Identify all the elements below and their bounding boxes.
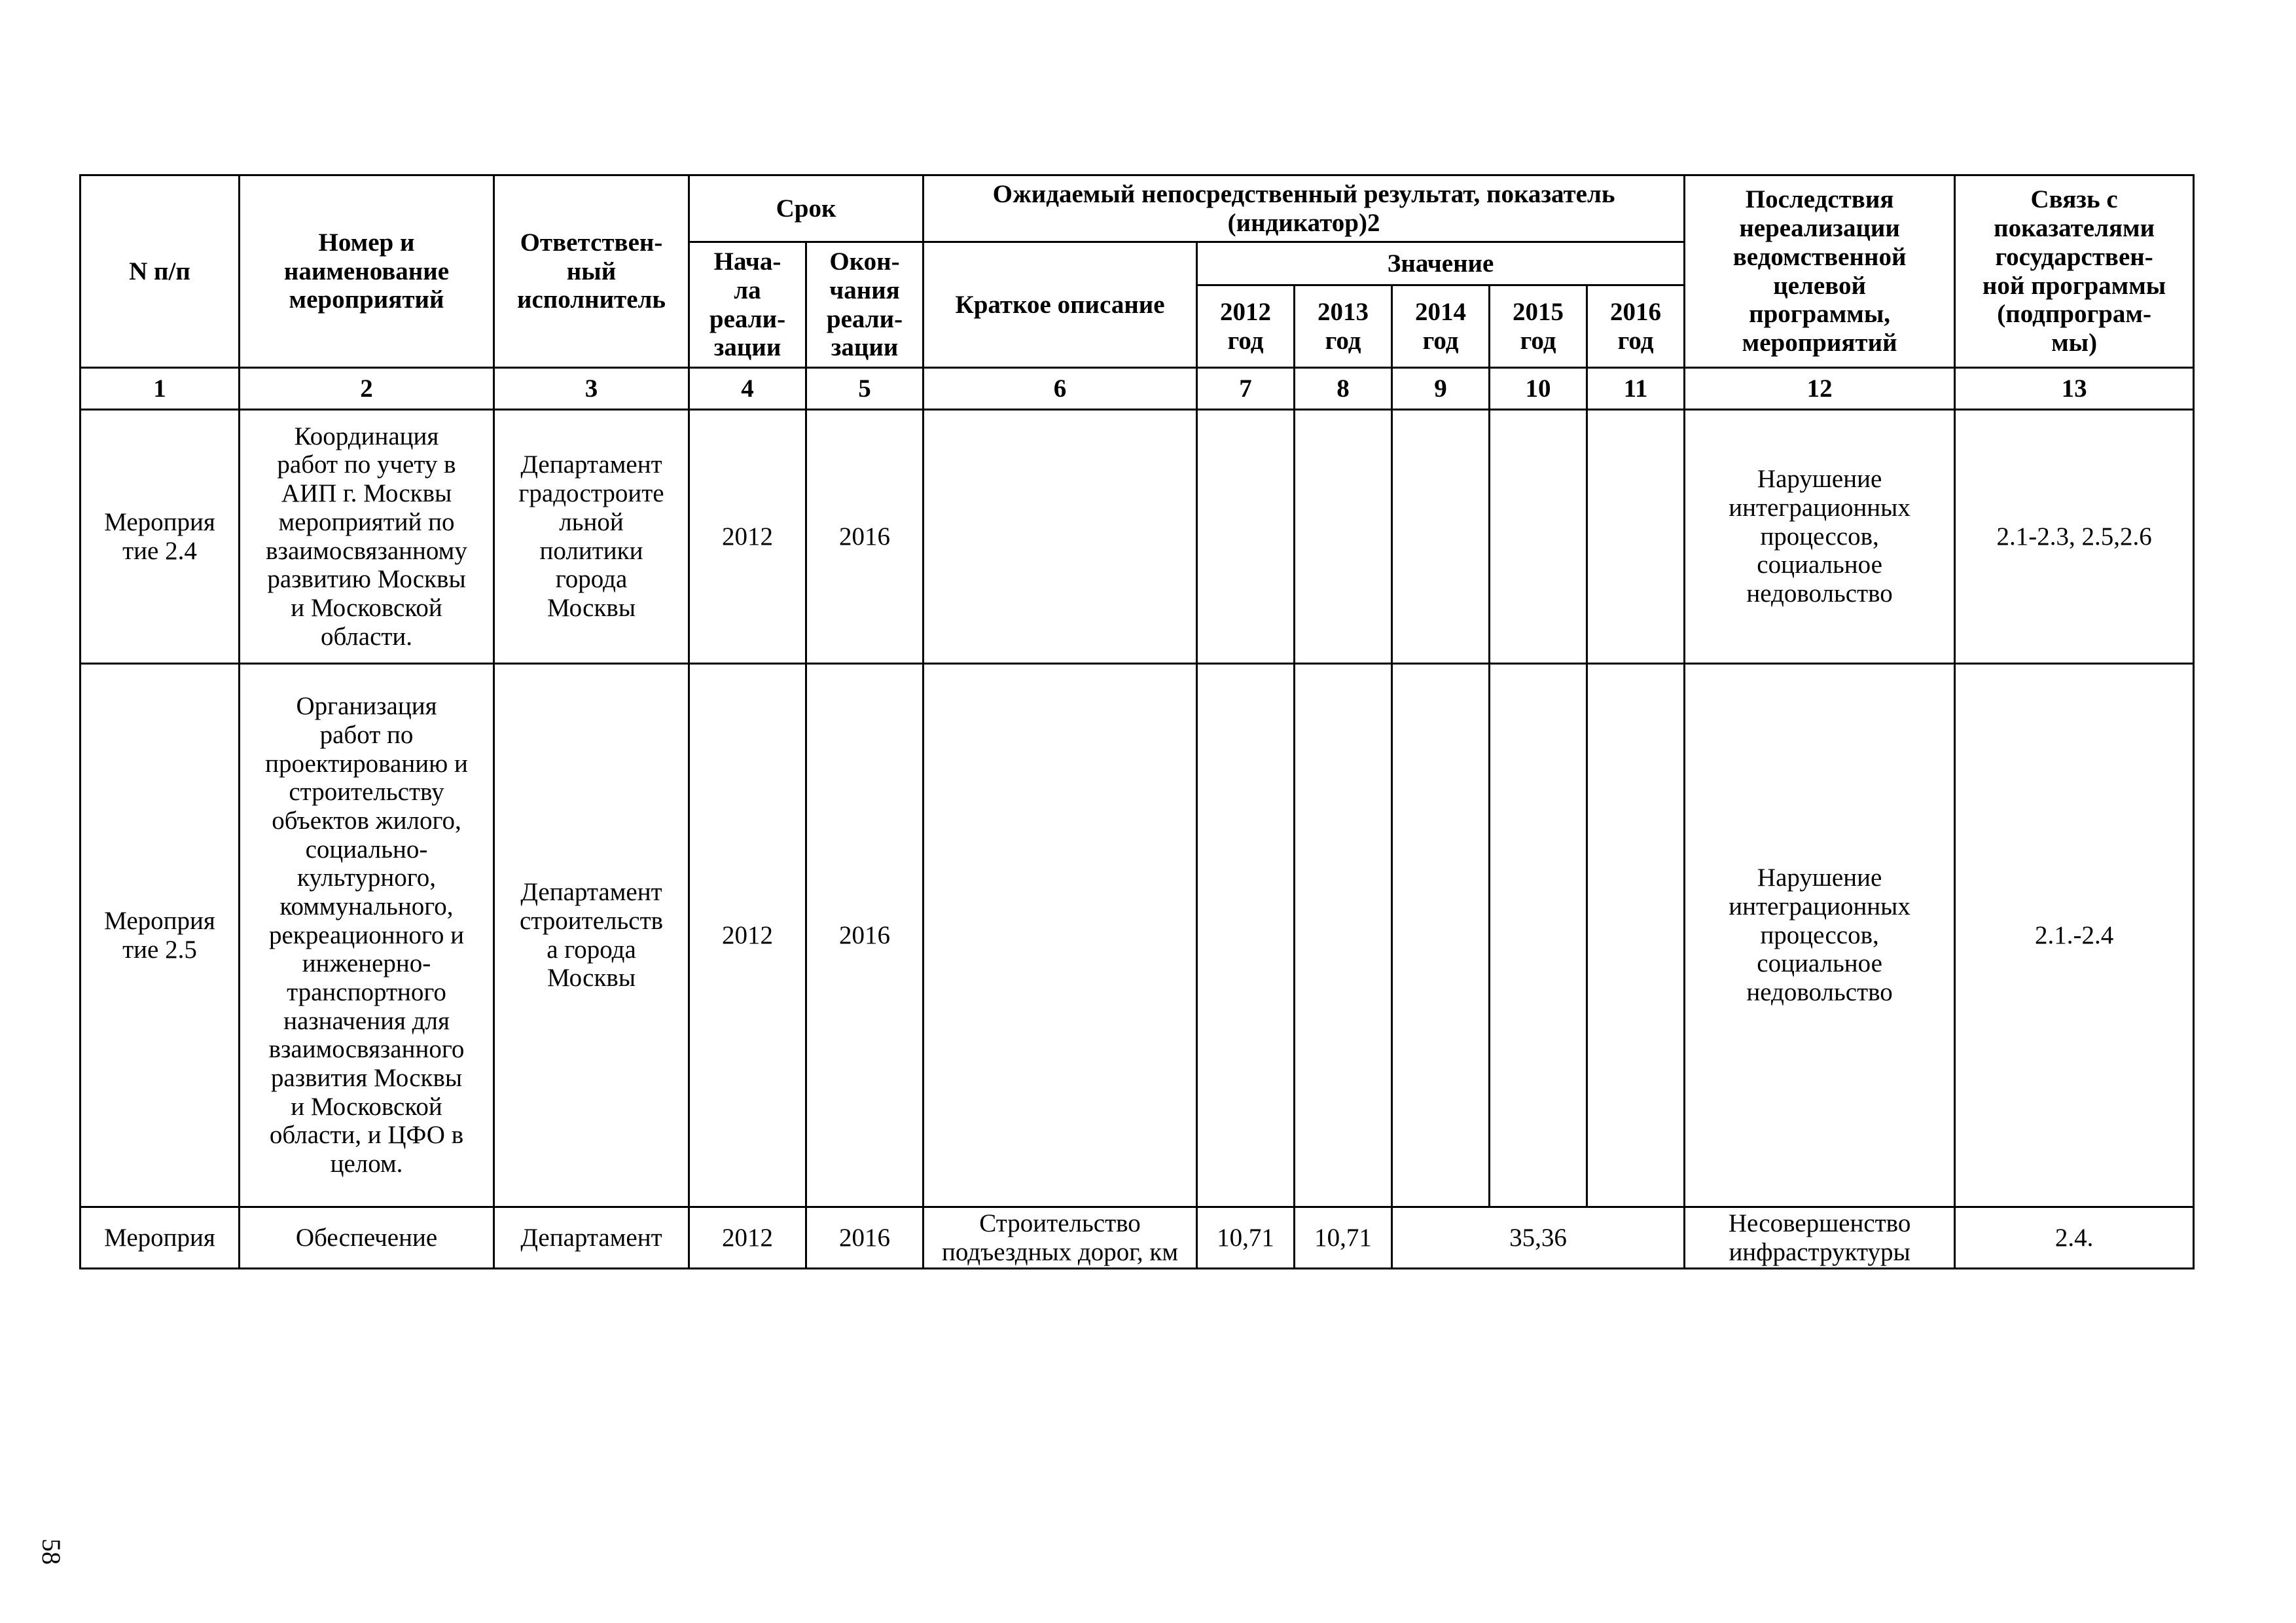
header-responsible: Ответствен- ный исполнитель xyxy=(494,175,689,368)
header-value: Значение xyxy=(1197,242,1685,285)
row-link: 2.1.-2.4 xyxy=(1955,664,2194,1207)
row-value-2014 xyxy=(1392,664,1490,1207)
row-name: Обеспечение xyxy=(240,1207,494,1269)
column-number: 5 xyxy=(806,368,924,410)
header-year-2016: 2016 год xyxy=(1587,285,1685,368)
row-end: 2016 xyxy=(806,1207,924,1269)
row-value-2014-2016: 35,36 xyxy=(1392,1207,1685,1269)
row-brief: Строительство подъездных дорог, км xyxy=(924,1207,1197,1269)
column-number: 7 xyxy=(1197,368,1295,410)
row-consequences: Несовершенство инфраструктуры xyxy=(1685,1207,1955,1269)
table-row xyxy=(81,410,2194,664)
column-number: 8 xyxy=(1295,368,1392,410)
header-link: Связь с показателями государствен- ной программы (подпрограм- мы) xyxy=(1955,175,2194,368)
row-start: 2012 xyxy=(689,1207,806,1269)
column-number: 9 xyxy=(1392,368,1490,410)
row-consequences: Нарушение интеграционных процессов, социальное недовольство xyxy=(1685,664,1955,1207)
column-number: 1 xyxy=(81,368,240,410)
column-number: 3 xyxy=(494,368,689,410)
row-value-2012 xyxy=(1197,410,1295,664)
header-row-1 xyxy=(81,175,2194,242)
header-end: Окон- чания реали- зации xyxy=(806,242,924,368)
header-term: Срок xyxy=(689,175,924,242)
row-num: Мероприя xyxy=(81,1207,240,1269)
row-value-2016 xyxy=(1587,410,1685,664)
header-year-2014: 2014 год xyxy=(1392,285,1490,368)
header-name: Номер и наименование мероприятий xyxy=(240,175,494,368)
row-responsible: Департамент градостроите льной политики города Москвы xyxy=(494,410,689,664)
row-value-2013 xyxy=(1295,664,1392,1207)
table-row xyxy=(81,1207,2194,1269)
row-value-2013: 10,71 xyxy=(1295,1207,1392,1269)
header-num: N п/п xyxy=(81,175,240,368)
header-brief: Краткое описание xyxy=(924,242,1197,368)
row-value-2015 xyxy=(1490,410,1587,664)
row-end: 2016 xyxy=(806,410,924,664)
row-start: 2012 xyxy=(689,410,806,664)
column-number: 12 xyxy=(1685,368,1955,410)
row-link: 2.1-2.3, 2.5,2.6 xyxy=(1955,410,2194,664)
header-year-2012: 2012 год xyxy=(1197,285,1295,368)
row-value-2012 xyxy=(1197,664,1295,1207)
row-link: 2.4. xyxy=(1955,1207,2194,1269)
page-number: 58 xyxy=(37,1539,66,1565)
column-number: 6 xyxy=(924,368,1197,410)
row-responsible: Департамент xyxy=(494,1207,689,1269)
header-start: Нача- ла реали- зации xyxy=(689,242,806,368)
column-numbers-row xyxy=(81,368,2194,410)
row-value-2015 xyxy=(1490,664,1587,1207)
column-number: 2 xyxy=(240,368,494,410)
row-name: Организация работ по проектированию и строительству объектов жилого, социально- культурного, коммунального, рекреационного и инженерно- транспортного назначения для взаимосвязанного развития Москвы и Московской области, и ЦФО в целом. xyxy=(240,664,494,1207)
row-brief xyxy=(924,410,1197,664)
header-expected-result: Ожидаемый непосредственный результат, показатель (индикатор)2 xyxy=(924,175,1685,242)
table-row xyxy=(81,664,2194,1207)
row-consequences: Нарушение интеграционных процессов, социальное недовольство xyxy=(1685,410,1955,664)
header-consequences: Последствия нереализации ведомственной целевой программы, мероприятий xyxy=(1685,175,1955,368)
column-number: 13 xyxy=(1955,368,2194,410)
row-value-2014 xyxy=(1392,410,1490,664)
column-number: 10 xyxy=(1490,368,1587,410)
activities-table xyxy=(79,174,2195,1269)
row-end: 2016 xyxy=(806,664,924,1207)
header-year-2013: 2013 год xyxy=(1295,285,1392,368)
column-number: 11 xyxy=(1587,368,1685,410)
row-value-2012: 10,71 xyxy=(1197,1207,1295,1269)
row-responsible: Департамент строительств а города Москвы xyxy=(494,664,689,1207)
row-num: Мероприя тие 2.5 xyxy=(81,664,240,1207)
row-value-2013 xyxy=(1295,410,1392,664)
row-brief xyxy=(924,664,1197,1207)
header-year-2015: 2015 год xyxy=(1490,285,1587,368)
row-num: Мероприя тие 2.4 xyxy=(81,410,240,664)
column-number: 4 xyxy=(689,368,806,410)
row-value-2016 xyxy=(1587,664,1685,1207)
row-name: Координация работ по учету в АИП г. Москвы мероприятий по взаимосвязанному развитию Москвы и Московской области. xyxy=(240,410,494,664)
row-start: 2012 xyxy=(689,664,806,1207)
